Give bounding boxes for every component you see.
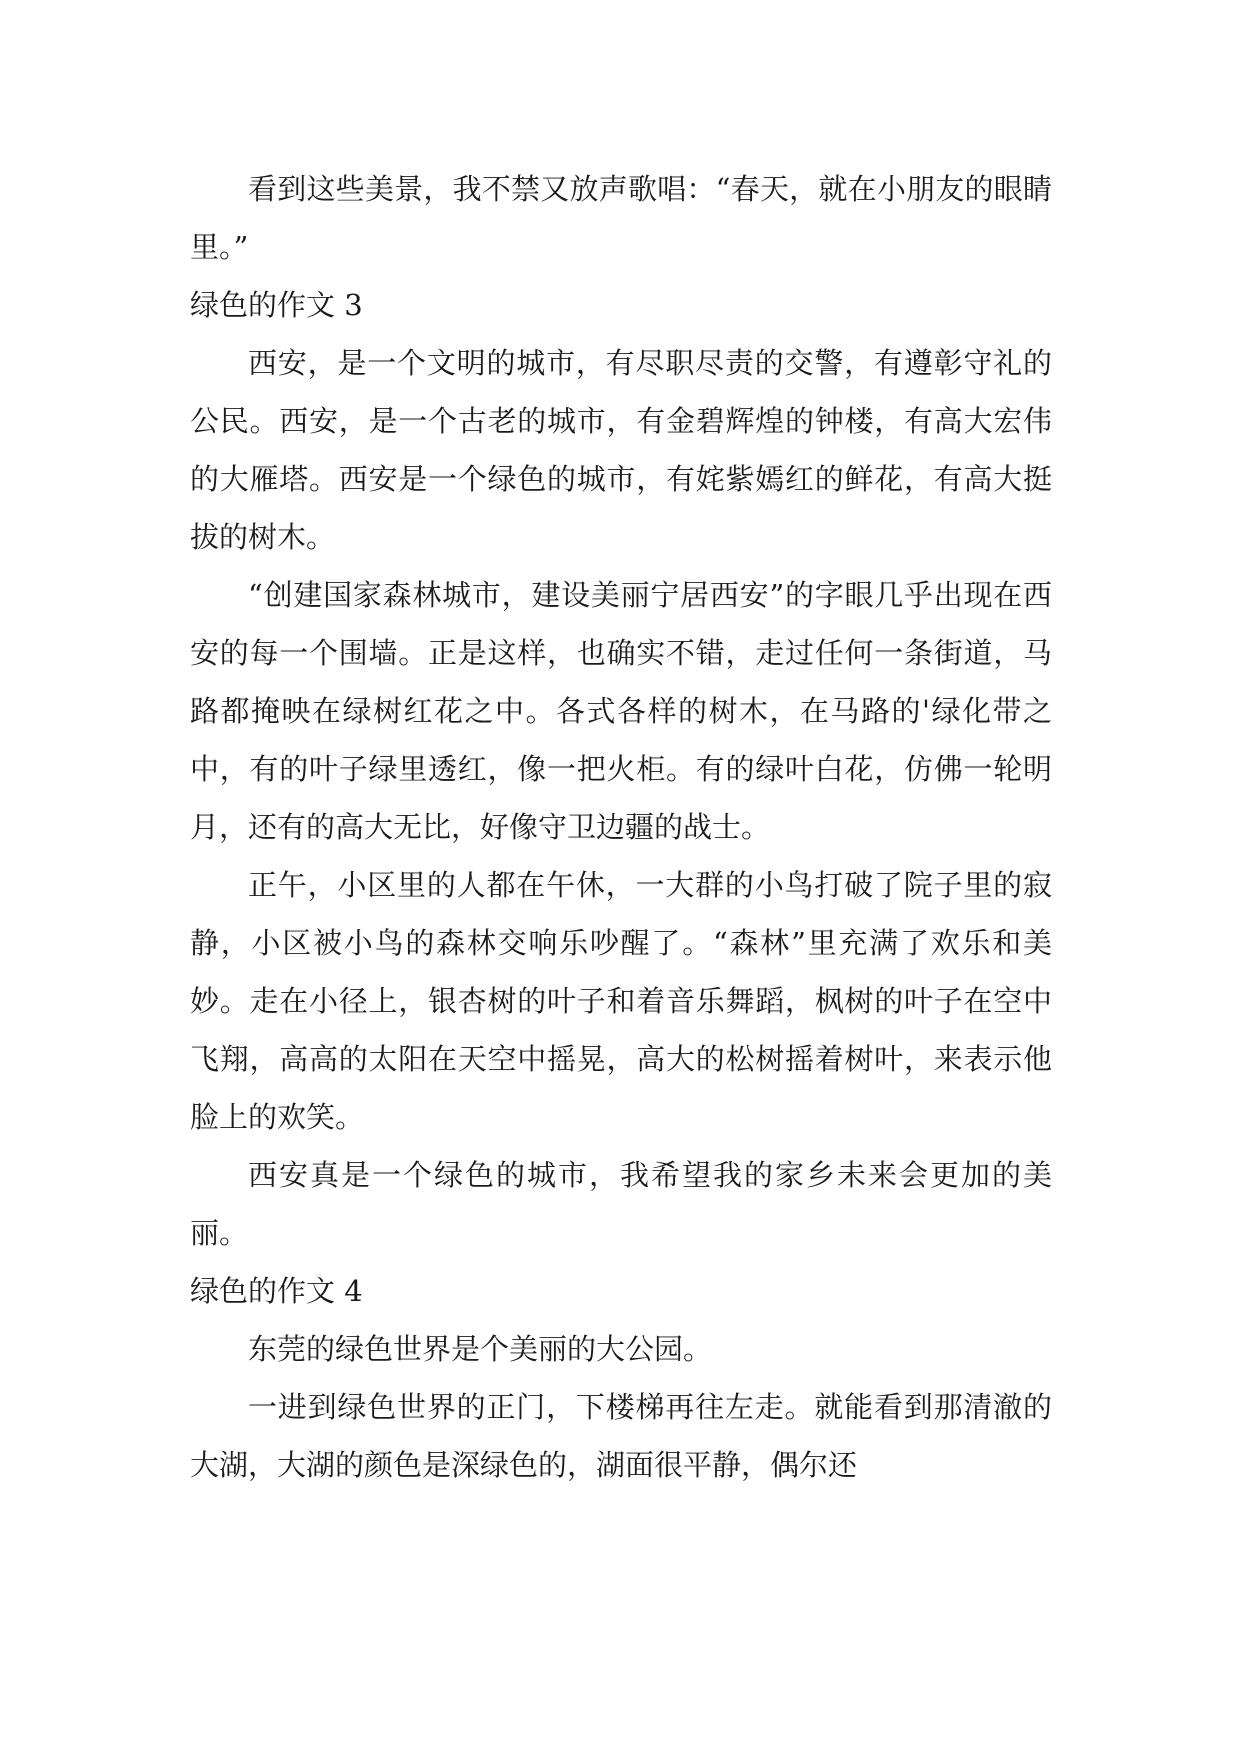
document-body — [190, 160, 1052, 1494]
paragraph: 一进到绿色世界的正门，下楼梯再往左走。就能看到那清澈的大湖，大湖的颜色是深绿色的，湖面很平静，偶尔还 — [190, 1390, 1052, 1482]
paragraph: 东莞的绿色世界是个美丽的大公园。 — [248, 1332, 713, 1366]
paragraph: “创建国家森林城市，建设美丽宁居西安”的字眼几乎出现在西安的每一个围墙。正是这样，也确实不错，走过任何一条街道，马路都掩映在绿树红花之中。各式各样的树木，在马路的'绿化带之中，有的叶子绿里透红，像一把火柜。有的绿叶白花，仿佛一轮明月，还有的高大无比，好像守卫边疆的战士。 — [190, 578, 1052, 844]
section-heading: 绿色的作文 3 — [190, 288, 363, 322]
paragraph: 看到这些美景，我不禁又放声歌唱：“春天，就在小朋友的眼睛里。” — [190, 172, 1052, 264]
paragraph: 西安，是一个文明的城市，有尽职尽责的交警，有遵彰守礼的公民。西安，是一个古老的城市，有金碧辉煌的钟楼，有高大宏伟的大雁塔。西安是一个绿色的城市，有姹紫嫣红的鲜花，有高大挺拔的树木。 — [190, 346, 1052, 554]
paragraph: 正午，小区里的人都在午休，一大群的小鸟打破了院子里的寂静，小区被小鸟的森林交响乐吵醒了。“森林”里充满了欢乐和美妙。走在小径上，银杏树的叶子和着音乐舞蹈，枫树的叶子在空中飞翔，高高的太阳在天空中摇晃，高大的松树摇着树叶，来表示他脸上的欢笑。 — [190, 868, 1052, 1134]
section-heading: 绿色的作文 4 — [190, 1274, 363, 1308]
paragraph: 西安真是一个绿色的城市，我希望我的家乡未来会更加的美丽。 — [190, 1158, 1052, 1250]
